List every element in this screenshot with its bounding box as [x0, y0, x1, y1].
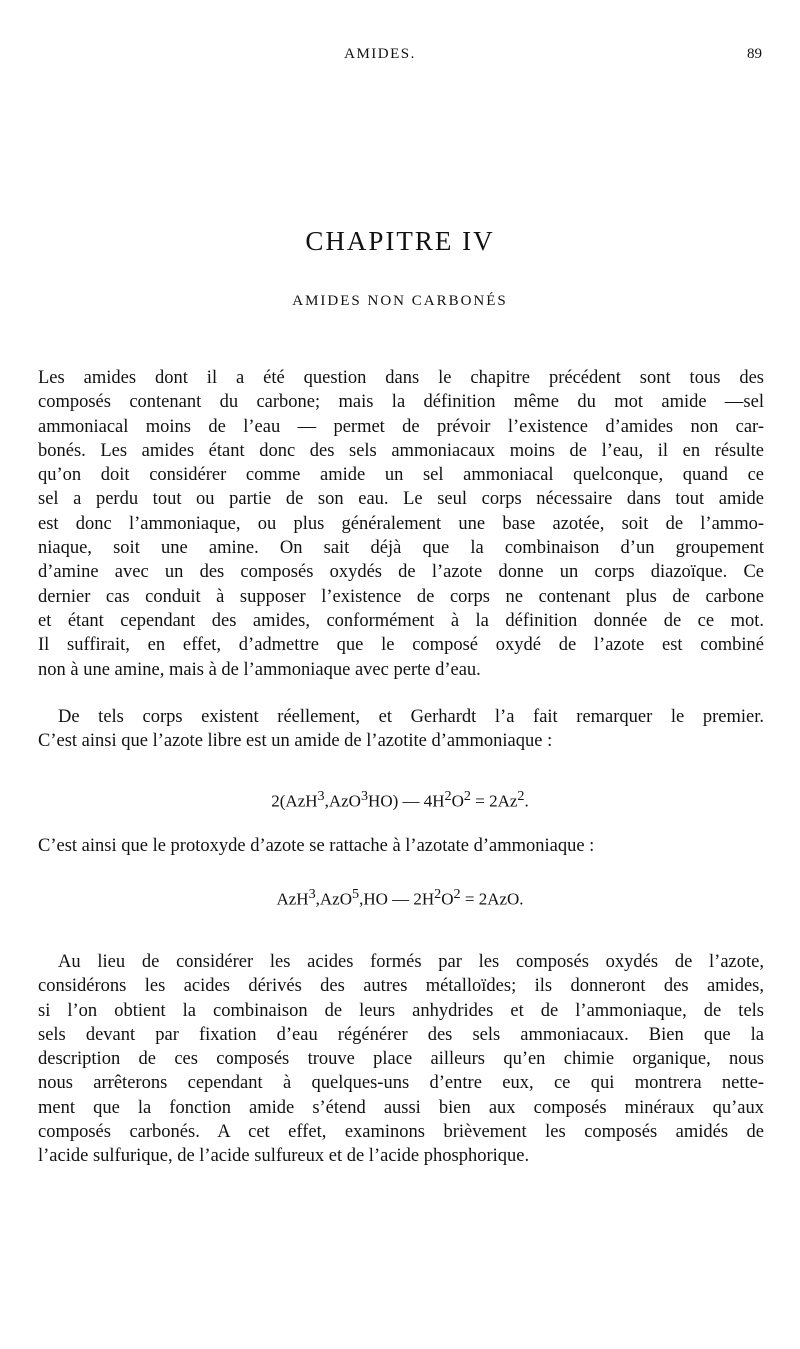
paragraph-2 — [38, 705, 764, 754]
text-line: l’acide sulfurique, de l’acide sulfureux et de l’acide phosphorique. — [38, 1146, 530, 1167]
text-line: et étant cependant des amides, conformément à la définition donnée de ce mot. — [38, 610, 764, 631]
text-line: est donc l’ammoniaque, ou plus généralement une base azotée, soit de l’ammo- — [38, 513, 764, 534]
text-line: bonés. Les amides étant donc des sels ammoniacaux moins de l’eau, il en résulte — [38, 440, 764, 461]
formula-superscript: 2 — [463, 788, 471, 804]
running-head — [0, 46, 800, 70]
formula-part: O — [441, 889, 454, 909]
formula-part: ,AzO — [324, 791, 361, 811]
formula-part: AzH — [276, 889, 309, 909]
chapter-title: CHAPITRE IV — [305, 226, 495, 256]
text-line: qu’on doit considérer comme amide un sel ammoniacal quelconque, quand ce — [38, 465, 764, 486]
text-line: composés contenant du carbone; mais la définition même du mot amide —sel — [38, 392, 764, 413]
text-line: sels devant par fixation d’eau régénérer des sels ammoniacaux. Bien que la — [38, 1024, 764, 1045]
text-line: ment que la fonction amide s’étend aussi bien aux composés minéraux qu’aux — [38, 1097, 764, 1118]
text-line: nous arrêterons cependant à quelques-uns d’entre eux, ce qui montrera nette- — [38, 1073, 764, 1094]
paragraph-4 — [38, 950, 764, 1169]
chapter-subtitle: AMIDES NON CARBONÉS — [292, 293, 508, 309]
text-line: d’amine avec un des composés oxydés de l’azote donne un corps diazoïque. Ce — [38, 562, 764, 583]
page-number: 89 — [747, 46, 762, 62]
text-line: sel a perdu tout ou partie de son eau. Le seul corps nécessaire dans tout amide — [38, 489, 764, 510]
paragraph-1 — [38, 366, 764, 682]
text-line: niaque, soit une amine. On sait déjà que la combinaison d’un groupement — [38, 538, 764, 559]
formula-superscript: 3 — [317, 788, 325, 804]
text-line: considérons les acides dérivés des autres métalloïdes; ils donneront des amides, — [38, 976, 764, 997]
text-line: si l’on obtient la combinaison de leurs anhydrides et de l’ammoniaque, de tels — [38, 1000, 764, 1021]
running-title: AMIDES. — [344, 46, 416, 62]
formula-part: HO) — 4H — [368, 791, 445, 811]
formula-part: ,HO — 2H — [359, 889, 435, 909]
formula-superscript: 2 — [444, 788, 452, 804]
text-line: C’est ainsi que le protoxyde d’azote se rattache à l’azotate d’ammoniaque : — [38, 836, 595, 856]
formula-azote-libre — [0, 788, 800, 812]
text-line: dernier cas conduit à supposer l’existence de corps ne contenant plus de carbone — [38, 586, 764, 607]
text-line: composés carbonés. A cet effet, examinons brièvement les composés amidés de — [38, 1122, 764, 1143]
formula-superscript: 2 — [453, 886, 461, 902]
formula-superscript: 3 — [308, 886, 316, 902]
text-line: Au lieu de considérer les acides formés par les composés oxydés de l’azote, — [58, 952, 764, 972]
text-line: Il suffirait, en effet, d’admettre que le composé oxydé de l’azote est combiné — [38, 635, 764, 656]
text-line: C’est ainsi que l’azote libre est un amide de l’azotite d’ammoniaque : — [38, 731, 553, 752]
formula-superscript: 2 — [434, 886, 442, 902]
paragraph-3 — [38, 834, 764, 858]
text-line: Les amides dont il a été question dans le chapitre précédent sont tous des — [38, 368, 764, 388]
formula-part: ,AzO — [315, 889, 352, 909]
formula-protoxyde — [0, 886, 800, 910]
formula-part: = 2AzO. — [460, 889, 524, 909]
formula-part: = 2Az — [470, 791, 518, 811]
formula-superscript: 3 — [360, 788, 369, 804]
formula-superscript: 5 — [352, 886, 360, 902]
text-line: description de ces composés trouve place ailleurs qu’en chimie organique, nous — [38, 1049, 764, 1070]
text-line: ammoniacal moins de l’eau — permet de prévoir l’existence d’amides non car- — [38, 416, 764, 437]
formula-part: O — [451, 791, 464, 811]
text-line: non à une amine, mais à de l’ammoniaque avec perte d’eau. — [38, 659, 481, 680]
formula-part: 2(AzH — [271, 791, 318, 811]
text-line: De tels corps existent réellement, et Gerhardt l’a fait remarquer le premier. — [58, 707, 764, 727]
formula-superscript: 2 — [517, 788, 525, 804]
formula-part: . — [524, 791, 529, 811]
